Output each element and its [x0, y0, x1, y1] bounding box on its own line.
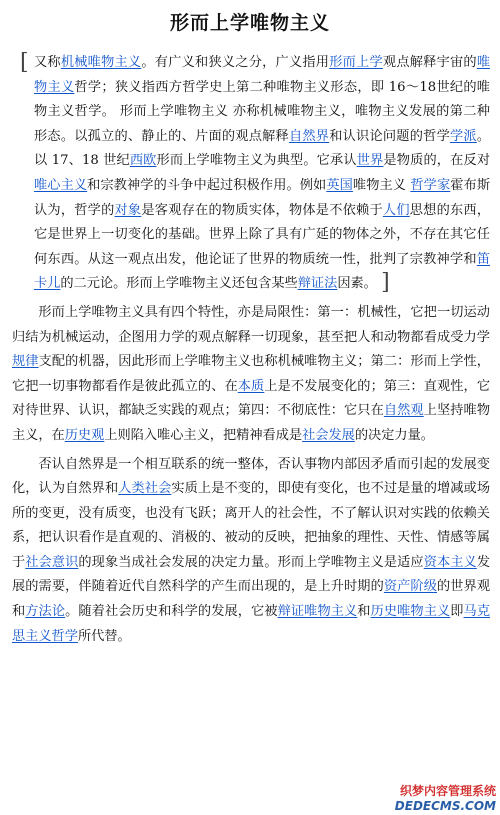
term-link[interactable]: 资本主义 — [423, 554, 477, 570]
open-bracket: [ — [20, 50, 29, 75]
text-segment: 和 — [357, 604, 371, 620]
term-link[interactable]: 英国 — [326, 177, 353, 193]
term-link[interactable]: 马克思主义哲学 — [12, 604, 491, 644]
watermark-cn: 织梦内容管理系统 — [399, 784, 496, 798]
text-segment: 形而上学唯物主义为典型。它承认 — [156, 153, 357, 169]
term-link[interactable]: 辩证法 — [297, 276, 338, 292]
text-segment: 所代替。 — [77, 628, 131, 644]
text-segment: 的决定力量。 — [354, 427, 434, 443]
text-segment: 观点解释宇宙的 — [382, 55, 477, 70]
term-link[interactable]: 笛卡儿 — [34, 251, 490, 292]
text-segment: 即 — [450, 604, 464, 620]
close-bracket: ] — [381, 270, 390, 296]
term-link[interactable]: 人类社会 — [118, 481, 172, 497]
paragraph-2 — [12, 301, 490, 449]
text-segment: 。以 17、18 世纪 — [34, 128, 491, 169]
term-link[interactable]: 方法论 — [25, 604, 66, 620]
term-link[interactable]: 唯物主义 — [34, 55, 491, 95]
term-link[interactable]: 学派 — [450, 128, 477, 144]
page-title: 形而上学唯物主义 — [169, 12, 330, 34]
text-segment: 的世界观和 — [12, 579, 491, 620]
paragraph-1-text — [34, 55, 490, 291]
text-segment: 支配的机器，因此形而上学唯物主义也称机械唯物主义；第二：形而上学性，它把一切事物都看作是彼此孤立的、在 — [12, 354, 490, 394]
term-link[interactable]: 对象 — [114, 202, 142, 218]
paragraph-3 — [12, 453, 490, 650]
text-segment: 。有广义和狭义之分，广义指用 — [141, 55, 330, 70]
term-link[interactable]: 自然界 — [288, 128, 330, 144]
watermark-en: DEDECMS.COM — [394, 799, 496, 813]
text-segment: 否认自然界是一个相互联系的统一整体，否认事物内部因矛盾而引起的发展变化，认为自然界和 — [12, 456, 490, 497]
text-segment: 和宗教神学的斗争中起过积极作用。例如 — [87, 177, 327, 193]
text-segment: 哲学；狭义指西方哲学史上第二种唯物主义形态，即 16～18世纪的唯物主义哲学。 形而上学唯物主义 亦称机械唯物主义，唯物主义发展的第二种形态。以孤立的、静止的、片面的观点解释 — [34, 79, 490, 144]
text-segment: 形而上学唯物主义具有四个特性，亦是局限性：第一：机械性，它把一切运动归结为机械运动，企图用力学的观点解释一切现象，甚至把人和动物都看成受力学 — [12, 304, 490, 345]
text-segment: 实质上是不变的，即使有变化，也不过是量的增减或场所的变更，没有质变，也没有飞跃；离开人的社会性，不了解认识对实践的依赖关系，把认识看作是直观的、消极的、被动的反映，把抽象的理性、天性、情感等属于 — [12, 481, 491, 570]
term-link[interactable]: 社会发展 — [302, 427, 355, 443]
text-segment: 又称 — [34, 55, 61, 70]
term-link[interactable]: 规律 — [12, 354, 39, 370]
text-segment: 霍布斯认为，哲学的 — [34, 177, 491, 218]
term-link[interactable]: 辩证唯物主义 — [277, 604, 358, 620]
text-segment: 是客观存在的物质实体，物体是不依赖于 — [141, 202, 383, 218]
term-link[interactable]: 形而上学 — [329, 55, 383, 70]
text-segment: 是物质的，在反对 — [383, 153, 491, 169]
text-segment: 上则陷入唯心主义，把精神看成是 — [104, 427, 303, 443]
term-link[interactable]: 唯心主义 — [34, 177, 88, 193]
term-link[interactable]: 西欧 — [129, 153, 157, 169]
term-link[interactable]: 哲学家 — [410, 177, 451, 193]
text-segment: 和认识论问题的哲学 — [329, 128, 450, 144]
term-link[interactable]: 机械唯物主义 — [60, 55, 142, 70]
term-link[interactable]: 自然观 — [383, 403, 424, 419]
article-body — [0, 51, 500, 649]
term-link[interactable]: 资产阶级 — [383, 579, 437, 595]
paragraph-1 — [12, 51, 490, 297]
text-segment: 唯物主义 — [352, 177, 411, 193]
term-link[interactable]: 历史观 — [64, 427, 105, 443]
term-link[interactable]: 人们 — [382, 202, 410, 218]
text-segment: 上是不发展变化的；第三：直观性，它对待世界、认识，都缺乏实践的观点；第四：不彻底性：它只在 — [12, 378, 490, 419]
text-segment: 上坚持唯物主义，在 — [12, 403, 491, 443]
text-segment: 思想的东西，它是世界上一切变化的基础。世界上除了具有广延的物体之外，不存在其它任何东西。从这一观点出发，他论证了世界的物质统一性，批判了宗教神学和 — [34, 202, 491, 267]
text-segment: 的二元论。形而上学唯物主义还包含某些 — [60, 276, 298, 292]
term-link[interactable]: 社会意识 — [25, 554, 79, 570]
text-segment: 因素。 — [337, 276, 377, 292]
term-link[interactable]: 世界 — [356, 153, 384, 169]
text-segment: 发展的需要，伴随着近代自然科学的产生而出现的，是上升时期的 — [12, 554, 491, 595]
term-link[interactable]: 历史唯物主义 — [370, 604, 451, 620]
watermark-logo — [395, 782, 496, 813]
text-segment: 的现象当成社会发展的决定力量。形而上学唯物主义是适应 — [78, 554, 424, 570]
term-link[interactable]: 本质 — [237, 378, 265, 394]
text-segment: 。随着社会历史和科学的发展，它被 — [65, 604, 278, 620]
